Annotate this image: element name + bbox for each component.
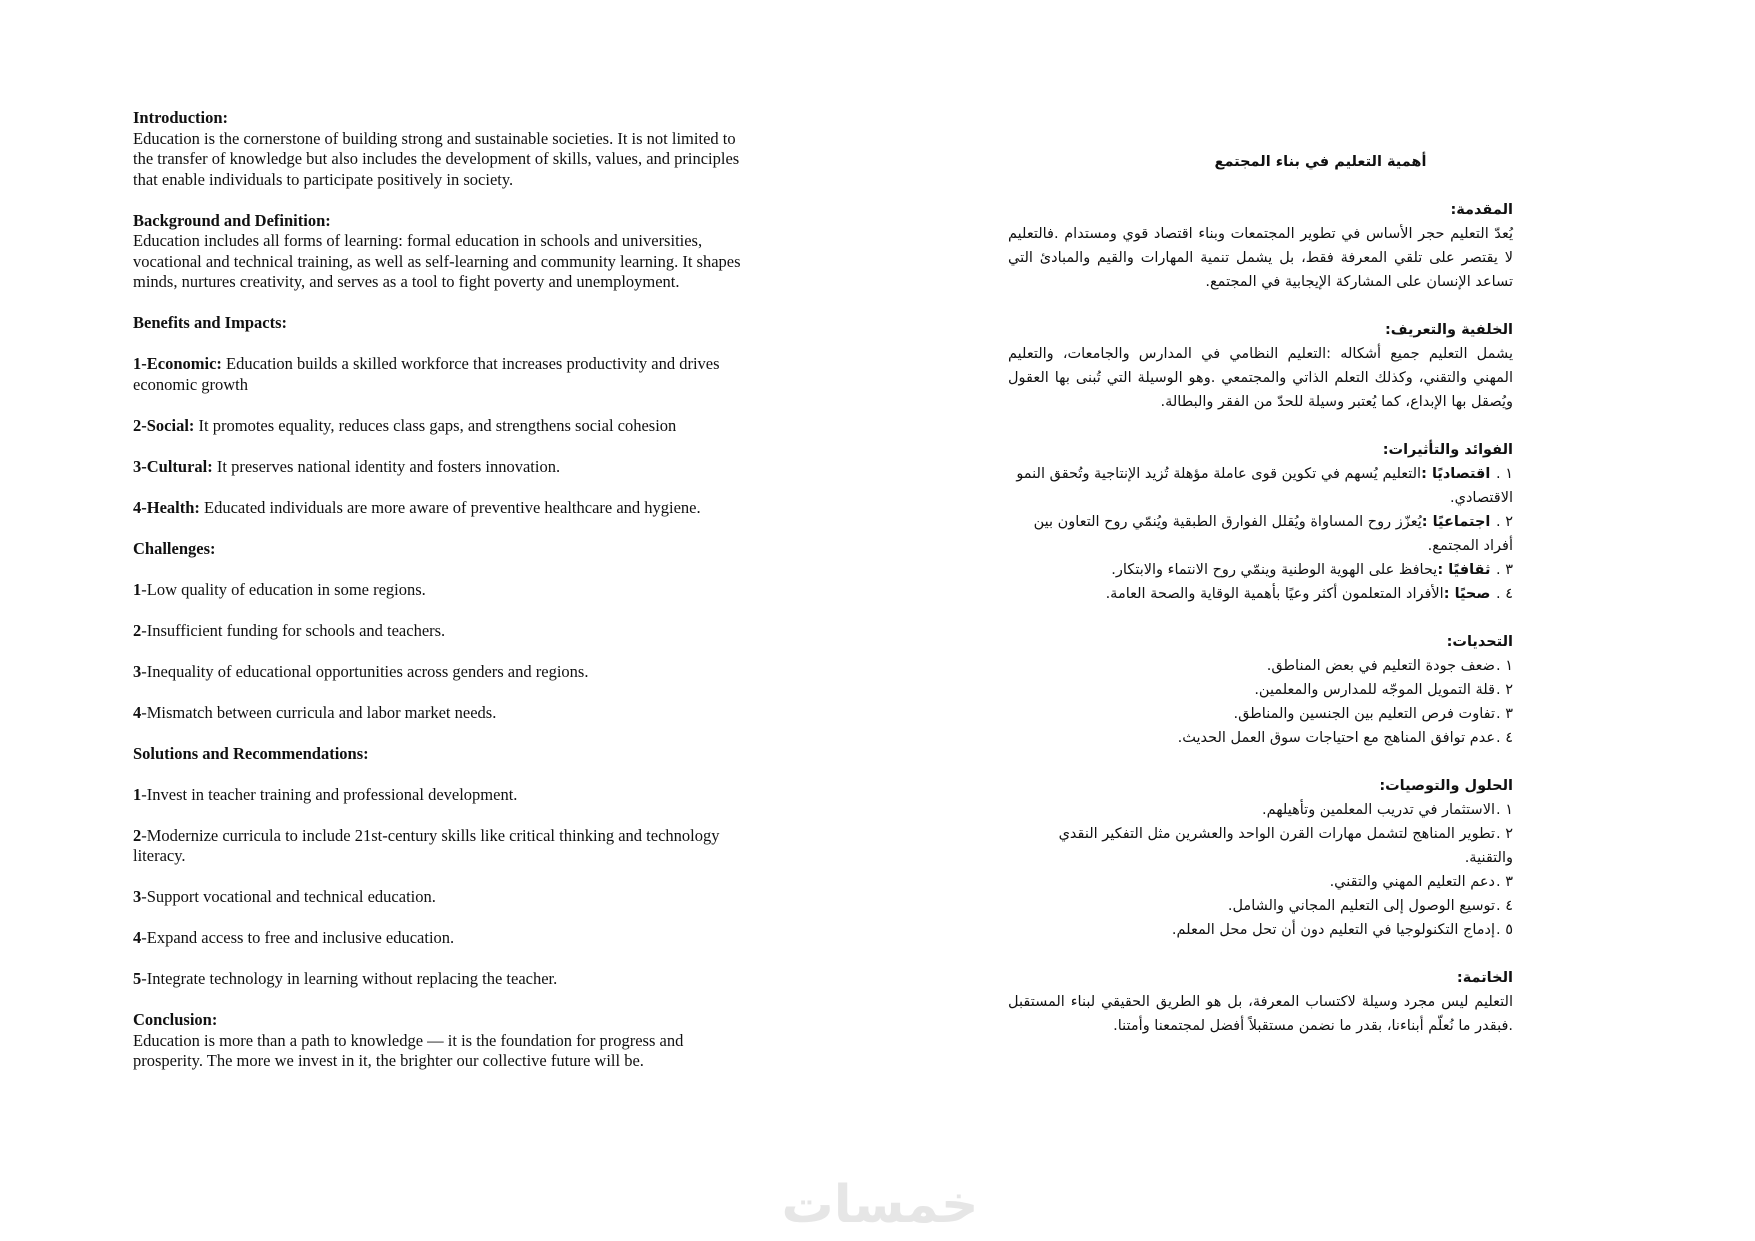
ar-challenge-num: ٢ . [1495,682,1513,698]
en-solution-num: 4 [133,928,142,947]
ar-solution-item [1008,894,1513,918]
en-challenge-text: -Inequality of educational opportunities across genders and regions. [141,661,589,681]
en-background-section [133,211,753,293]
en-introduction-heading: Introduction: [133,108,229,127]
en-solutions-heading: Solutions and Recommendations: [133,743,369,763]
ar-challenge-item [1008,654,1513,678]
ar-solution-num: ٢ . [1495,826,1513,842]
en-conclusion-text: Education is more than a path to knowledge — it is the foundation for progress and prosperity. The more we invest in it, the brighter our collective future will be. [133,1030,684,1070]
ar-benefit-text: يحافظ على الهوية الوطنية وينمّي روح الانتماء والابتكار. [1111,562,1438,578]
en-solution-text: -Modernize curricula to include 21st-century skills like critical thinking and technology literacy. [133,825,720,865]
en-solution-item [133,969,753,990]
en-benefit-item [133,416,753,437]
ar-background-heading: الخلفية والتعريف: [1384,322,1513,338]
ar-introduction-heading: المقدمة: [1450,202,1513,218]
en-challenge-text: -Insufficient funding for schools and teachers. [141,620,446,640]
en-benefit-item [133,498,753,519]
en-challenge-text: -Mismatch between curricula and labor market needs. [141,702,497,722]
en-challenge-item [133,703,753,724]
ar-challenges-section [1008,630,1513,750]
ar-solution-item [1008,918,1513,942]
english-column [133,108,753,1092]
en-challenge-num: 3 [133,661,142,681]
ar-solution-item [1008,870,1513,894]
ar-benefit-label: صحيًا : [1443,586,1491,602]
ar-challenge-num: ١ . [1495,658,1513,674]
khamsat-watermark-logo [770,1170,990,1240]
en-challenge-num: 2 [133,620,142,640]
en-challenge-num: 1 [133,579,142,599]
en-introduction-text: Education is the cornerstone of building strong and sustainable societies. It is not limited to the transfer of knowledge but also includes the development of skills, values, and principles that enable individuals to participate positively in society. [133,128,740,189]
ar-document-title: أهمية التعليم في بناء المجتمع [1214,154,1427,170]
ar-solution-item [1008,798,1513,822]
ar-solution-num: ١ . [1495,802,1513,818]
ar-introduction-section [1008,198,1513,294]
en-benefit-label: 3-Cultural: [133,456,213,476]
ar-benefit-num: ١ . [1495,466,1513,482]
en-solution-text: -Invest in teacher training and professional development. [141,784,518,804]
ar-background-text: يشمل التعليم جميع أشكاله :التعليم النظامي في المدارس والجامعات، والتعليم المهني والتقني، وكذلك التعلم الذاتي والمجتمعي .وهو الوسيلة التي تُبنى بها العقول ويُصقل بها الإبداع، كما يُعتبر وسيلة للحدّ من الفقر والبطالة. [1008,346,1513,410]
ar-benefit-text: يُعزّز روح المساواة ويُقلل الفوارق الطبقية ويُنمّي روح التعاون بين أفراد المجتمع. [1033,514,1513,554]
en-challenge-text: -Low quality of education in some regions. [141,579,426,599]
ar-solution-text: توسيع الوصول إلى التعليم المجاني والشامل. [1227,898,1495,914]
en-solution-item [133,826,753,867]
ar-solution-item [1008,822,1513,870]
ar-solutions-heading: الحلول والتوصيات: [1379,778,1513,794]
ar-solutions-section [1008,774,1513,942]
en-challenges-heading-block [133,539,753,560]
en-solution-num: 3 [133,887,142,906]
ar-benefit-text: الأفراد المتعلمون أكثر وعيًا بأهمية الوقاية والصحة العامة. [1105,586,1444,602]
en-challenges-heading: Challenges: [133,538,216,558]
ar-conclusion-heading: الخاتمة: [1456,970,1513,986]
en-solution-item [133,887,753,908]
en-solution-num: 5 [133,969,142,988]
en-solution-num: 1 [133,784,142,804]
ar-challenge-num: ٣ . [1495,706,1513,722]
ar-benefit-text: التعليم يُسهم في تكوين قوى عاملة مؤهلة تُزيد الإنتاجية وتُحقق النمو الاقتصادي. [1016,466,1513,506]
en-conclusion-heading: Conclusion: [133,1010,218,1029]
arabic-page [877,0,1755,1241]
ar-benefit-item [1008,462,1513,510]
watermark-text: خمسات [781,1175,979,1235]
ar-benefit-item [1008,582,1513,606]
ar-benefits-section [1008,438,1513,606]
english-page [0,0,877,1241]
ar-benefit-item [1008,558,1513,582]
ar-challenge-text: عدم توافق المناهج مع احتياجات سوق العمل الحديث. [1177,730,1495,746]
en-solution-item [133,928,753,949]
en-solution-num: 2 [133,825,142,845]
ar-challenge-num: ٤ . [1495,730,1513,746]
en-benefit-label: 2-Social: [133,415,195,435]
en-benefits-heading-block [133,313,753,334]
en-benefit-item [133,354,753,395]
en-solutions-heading-block [133,744,753,765]
ar-solution-text: إدماج التكنولوجيا في التعليم دون أن تحل محل المعلم. [1171,922,1495,938]
ar-benefit-num: ٢ . [1495,514,1513,530]
ar-challenge-text: قلة التمويل الموجّه للمدارس والمعلمين. [1254,682,1495,698]
ar-benefit-label: اقتصاديًا : [1421,466,1491,482]
en-introduction-section [133,108,753,190]
arabic-column [1008,150,1513,1062]
en-conclusion-section [133,1010,753,1072]
en-background-text: Education includes all forms of learning: formal education in schools and universities, vocational and technical training, as well as self-learning and community learning. It shapes minds, nurtures creativity, and serves as a tool to fight poverty and unemployment. [133,231,741,291]
ar-challenges-heading: التحديات: [1446,634,1513,650]
ar-solution-text: دعم التعليم المهني والتقني. [1329,874,1495,890]
en-benefit-label: 1-Economic: [133,354,222,373]
en-solution-text: -Support vocational and technical education. [141,887,436,906]
ar-solution-text: الاستثمار في تدريب المعلمين وتأهيلهم. [1261,802,1495,818]
en-background-heading: Background and Definition: [133,210,331,230]
ar-solution-num: ٣ . [1495,874,1513,890]
en-solution-item [133,785,753,806]
en-benefit-text: It preserves national identity and fosters innovation. [212,456,561,476]
en-challenge-num: 4 [133,702,142,722]
ar-conclusion-text: التعليم ليس مجرد وسيلة لاكتساب المعرفة، بل هو الطريق الحقيقي لبناء المستقبل .فبقدر ما نُعلّم أبناءنا، بقدر ما نضمن مستقبلاً أفضل لمجتمعنا وأمتنا. [1008,994,1513,1034]
ar-background-section [1008,318,1513,414]
ar-challenge-item [1008,678,1513,702]
ar-conclusion-section [1008,966,1513,1038]
en-benefit-item [133,457,753,478]
ar-solution-num: ٤ . [1495,898,1513,914]
en-challenge-item [133,662,753,683]
ar-challenge-text: ضعف جودة التعليم في بعض المناطق. [1266,658,1495,674]
en-benefit-label: 4-Health: [133,497,200,517]
en-benefit-text: Educated individuals are more aware of preventive healthcare and hygiene. [199,497,701,517]
ar-challenge-text: تفاوت فرص التعليم بين الجنسين والمناطق. [1233,706,1495,722]
en-solution-text: -Integrate technology in learning without replacing the teacher. [141,969,558,988]
en-challenge-item [133,621,753,642]
ar-benefit-num: ٣ . [1495,562,1513,578]
ar-introduction-text: يُعدّ التعليم حجر الأساس في تطوير المجتمعات وبناء اقتصاد قوي ومستدام .فالتعليم لا يقتصر على تلقي المعرفة فقط، بل يشمل تنمية المهارات والقيم والمبادئ التي تساعد الإنسان على المشاركة الإيجابية في المجتمع. [1008,226,1513,290]
ar-benefit-label: ثقافيًا : [1437,562,1491,578]
en-benefits-heading: Benefits and Impacts: [133,313,288,332]
ar-challenge-item [1008,702,1513,726]
ar-challenge-item [1008,726,1513,750]
ar-benefits-heading: الفوائد والتأثيرات: [1382,442,1513,458]
en-solution-text: -Expand access to free and inclusive education. [141,928,455,947]
ar-benefit-num: ٤ . [1495,586,1513,602]
en-benefit-text: It promotes equality, reduces class gaps, and strengthens social cohesion [194,415,677,435]
ar-solution-num: ٥ . [1495,922,1513,938]
en-benefit-text: Education builds a skilled workforce that increases productivity and drives economic growth [133,354,720,394]
ar-benefit-label: اجتماعيًا : [1421,514,1491,530]
ar-solution-text: تطوير المناهج لتشمل مهارات القرن الواحد والعشرين مثل التفكير النقدي والتقنية. [1058,826,1513,866]
ar-benefit-item [1008,510,1513,558]
en-challenge-item [133,580,753,601]
